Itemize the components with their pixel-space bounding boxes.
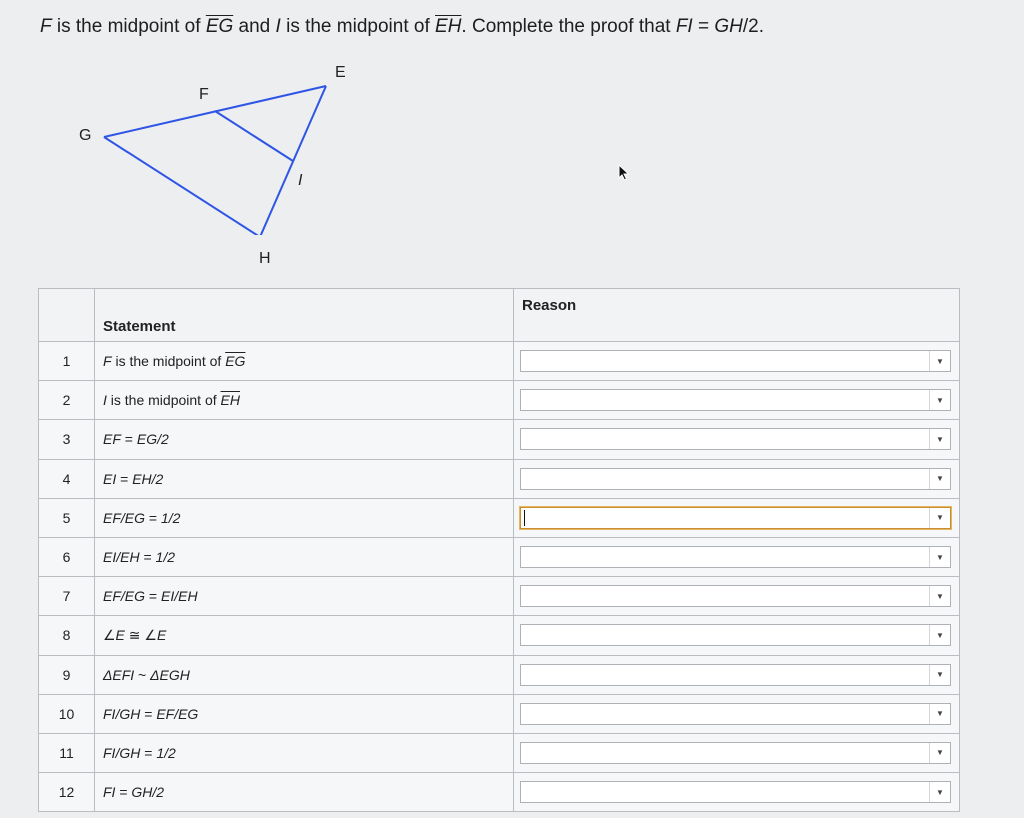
- statement-right: ΔEGH: [150, 666, 190, 683]
- vertex-label-f: F: [199, 86, 209, 103]
- row-number: 9: [39, 655, 95, 694]
- proof-row: [39, 616, 960, 655]
- statement-relation: =: [140, 705, 157, 722]
- prompt-text: is the midpoint of: [51, 16, 206, 37]
- statement-cell: [95, 537, 514, 576]
- reason-cell: [514, 577, 960, 616]
- problem-prompt: [40, 16, 764, 38]
- statement-cell: [95, 577, 514, 616]
- reason-cell: [514, 498, 960, 537]
- prompt-text: is the midpoint of: [280, 16, 436, 37]
- segment-fi: [215, 111, 293, 161]
- header-number: [39, 289, 95, 342]
- reason-dropdown[interactable]: [520, 389, 951, 411]
- statement-right: GH/2: [131, 784, 165, 801]
- statement-right: 1/2: [156, 744, 176, 761]
- segment-gh: [104, 137, 260, 235]
- reason-cell: [514, 420, 960, 459]
- statement-left: EF/EG: [103, 509, 146, 526]
- row-number: 4: [39, 459, 95, 498]
- proof-row: [39, 773, 960, 812]
- proof-row: [39, 498, 960, 537]
- row-number: 8: [39, 616, 95, 655]
- statement-cell: [95, 694, 514, 733]
- row-number: 3: [39, 420, 95, 459]
- prompt-var-f: F: [40, 16, 52, 37]
- reason-cell: [514, 773, 960, 812]
- statement-left: F: [103, 353, 112, 370]
- statement-relation: is the midpoint of: [111, 353, 226, 370]
- chevron-down-icon[interactable]: ▼: [929, 429, 950, 449]
- reason-dropdown[interactable]: [520, 468, 951, 490]
- proof-row: [39, 733, 960, 772]
- text-cursor: [524, 510, 525, 526]
- statement-cell: [95, 733, 514, 772]
- statement-cell: [95, 498, 514, 537]
- row-number: 1: [39, 342, 95, 381]
- prompt-text: /2.: [742, 16, 764, 37]
- row-number: 11: [39, 733, 95, 772]
- statement-left: ∠E: [103, 626, 125, 643]
- statement-relation: =: [145, 509, 161, 526]
- statement-cell: [95, 616, 514, 655]
- prompt-text: . Complete the proof that: [461, 16, 676, 37]
- header-statement: Statement: [95, 289, 514, 342]
- chevron-down-icon[interactable]: ▼: [929, 586, 950, 606]
- statement-right: EG/2: [136, 431, 169, 448]
- reason-cell: [514, 459, 960, 498]
- statement-left: I: [103, 392, 107, 409]
- reason-cell: [514, 694, 960, 733]
- vertex-label-h: H: [259, 250, 271, 267]
- row-number: 2: [39, 381, 95, 420]
- proof-row: [39, 655, 960, 694]
- proof-row: [39, 537, 960, 576]
- statement-left: FI: [103, 784, 116, 801]
- chevron-down-icon[interactable]: ▼: [929, 469, 950, 489]
- statement-right: EF/EG: [156, 705, 199, 722]
- chevron-down-icon[interactable]: ▼: [929, 743, 950, 763]
- statement-cell: [95, 773, 514, 812]
- prompt-var-i: I: [275, 16, 281, 37]
- prompt-segment-eh: $\overline{EH}$: [435, 16, 462, 37]
- chevron-down-icon[interactable]: ▼: [929, 390, 950, 410]
- prompt-var-fi: FI: [675, 16, 693, 37]
- statement-right: EI/EH: [160, 588, 198, 605]
- statement-cell: [95, 420, 514, 459]
- statement-relation: is the midpoint of: [106, 392, 221, 409]
- chevron-down-icon[interactable]: ▼: [929, 351, 950, 371]
- statement-relation: =: [140, 744, 157, 761]
- statement-left: FI/GH: [103, 705, 141, 722]
- reason-cell: [514, 342, 960, 381]
- statement-relation: ~: [134, 666, 151, 683]
- statement-right: EH/2: [132, 470, 164, 487]
- reason-cell: [514, 381, 960, 420]
- triangle-diagram: [60, 55, 360, 235]
- chevron-down-icon[interactable]: ▼: [929, 547, 950, 567]
- statement-right: $\overline{EG}$: [225, 353, 246, 370]
- statement-left: EI/EH: [103, 549, 140, 566]
- chevron-down-icon[interactable]: ▼: [929, 782, 950, 802]
- mouse-pointer-icon: [618, 164, 630, 182]
- proof-row: [39, 342, 960, 381]
- row-number: 7: [39, 577, 95, 616]
- row-number: 6: [39, 537, 95, 576]
- statement-left: EF: [103, 431, 121, 448]
- reason-dropdown[interactable]: [520, 507, 951, 529]
- row-number: 5: [39, 498, 95, 537]
- chevron-down-icon[interactable]: ▼: [929, 704, 950, 724]
- statement-right: 1/2: [155, 549, 176, 566]
- statement-left: EI: [103, 470, 117, 487]
- reason-dropdown[interactable]: [520, 428, 951, 450]
- vertex-label-e: E: [335, 64, 346, 81]
- statement-left: EF/EG: [103, 588, 146, 605]
- prompt-segment-eg: $\overline{EG}$: [205, 16, 234, 37]
- proof-row: [39, 459, 960, 498]
- reason-dropdown[interactable]: [520, 664, 951, 686]
- reason-dropdown[interactable]: [520, 585, 951, 607]
- statement-right: $\overline{EH}$: [220, 392, 240, 409]
- reason-dropdown[interactable]: [520, 781, 951, 803]
- header-reason: Reason: [514, 289, 960, 342]
- statement-left: FI/GH: [103, 744, 141, 761]
- statement-cell: [95, 459, 514, 498]
- statement-cell: [95, 655, 514, 694]
- reason-dropdown[interactable]: [520, 742, 951, 764]
- statement-relation: =: [120, 431, 137, 448]
- statement-cell: [95, 381, 514, 420]
- statement-relation: ≅: [124, 626, 145, 643]
- statement-right: ∠E: [144, 626, 167, 643]
- proof-row: [39, 577, 960, 616]
- reason-dropdown[interactable]: [520, 350, 951, 372]
- prompt-text: =: [692, 16, 715, 37]
- proof-row: [39, 694, 960, 733]
- statement-relation: =: [145, 588, 161, 605]
- reason-cell: [514, 733, 960, 772]
- statement-right: 1/2: [160, 509, 181, 526]
- statement-relation: =: [139, 549, 156, 566]
- row-number: 12: [39, 773, 95, 812]
- statement-left: ΔEFI: [103, 666, 135, 683]
- prompt-var-gh: GH: [714, 16, 743, 37]
- statement-relation: =: [115, 784, 132, 801]
- chevron-down-icon[interactable]: ▼: [929, 508, 950, 528]
- vertex-label-g: G: [79, 127, 92, 144]
- row-number: 10: [39, 694, 95, 733]
- proof-table: [38, 288, 960, 812]
- reason-cell: [514, 616, 960, 655]
- chevron-down-icon[interactable]: ▼: [929, 625, 950, 645]
- vertex-label-i: I: [298, 172, 303, 189]
- proof-row: [39, 381, 960, 420]
- statement-cell: [95, 342, 514, 381]
- reason-dropdown[interactable]: [520, 624, 951, 646]
- proof-row: [39, 420, 960, 459]
- reason-cell: [514, 537, 960, 576]
- reason-dropdown[interactable]: [520, 703, 951, 725]
- statement-relation: =: [116, 470, 133, 487]
- chevron-down-icon[interactable]: ▼: [929, 665, 950, 685]
- reason-cell: [514, 655, 960, 694]
- prompt-text: and: [233, 16, 276, 37]
- reason-dropdown[interactable]: [520, 546, 951, 568]
